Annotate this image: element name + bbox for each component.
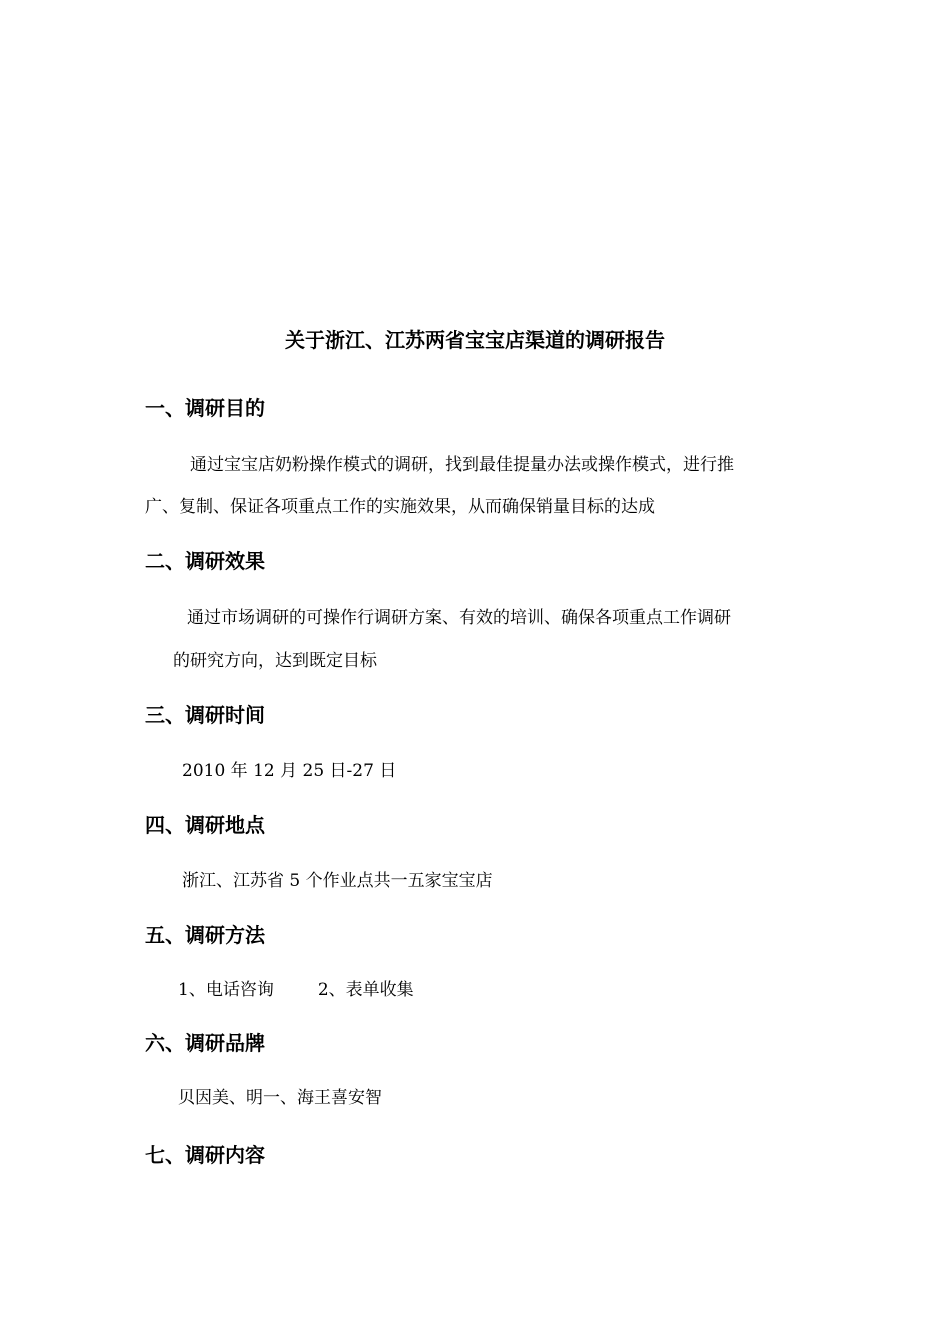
method-item: 2、表单收集 <box>317 980 414 1000</box>
paragraph-line: 广、复制、保证各项重点工作的实施效果，从而确保销量目标的达成 <box>145 497 655 517</box>
paragraph-line: 2010 年 12 月 25 日-27 日 <box>182 761 397 781</box>
paragraph-line: 浙江、江苏省 5 个作业点共一五家宝宝店 <box>182 871 493 891</box>
paragraph-line: 通过市场调研的可操作行调研方案、有效的培训、确保各项重点工作调研 <box>187 608 731 628</box>
method-item: 1、电话咨询 <box>178 980 274 1000</box>
paragraph-line: 的研究方向，达到既定目标 <box>173 651 377 671</box>
section-heading-method: 五、调研方法 <box>145 923 265 947</box>
section-heading-brands: 六、调研品牌 <box>145 1031 265 1055</box>
section-heading-time: 三、调研时间 <box>145 703 265 727</box>
section-heading-effect: 二、调研效果 <box>145 549 265 573</box>
method-list <box>178 978 414 1002</box>
document-title: 关于浙江、江苏两省宝宝店渠道的调研报告 <box>285 328 665 352</box>
paragraph-line: 贝因美、明一、海王喜安智 <box>178 1088 382 1108</box>
section-heading-location: 四、调研地点 <box>145 813 265 837</box>
paragraph-line: 通过宝宝店奶粉操作模式的调研，找到最佳提量办法或操作模式，进行推 <box>190 455 734 475</box>
section-heading-content: 七、调研内容 <box>145 1143 265 1167</box>
section-heading-purpose: 一、调研目的 <box>145 396 265 420</box>
